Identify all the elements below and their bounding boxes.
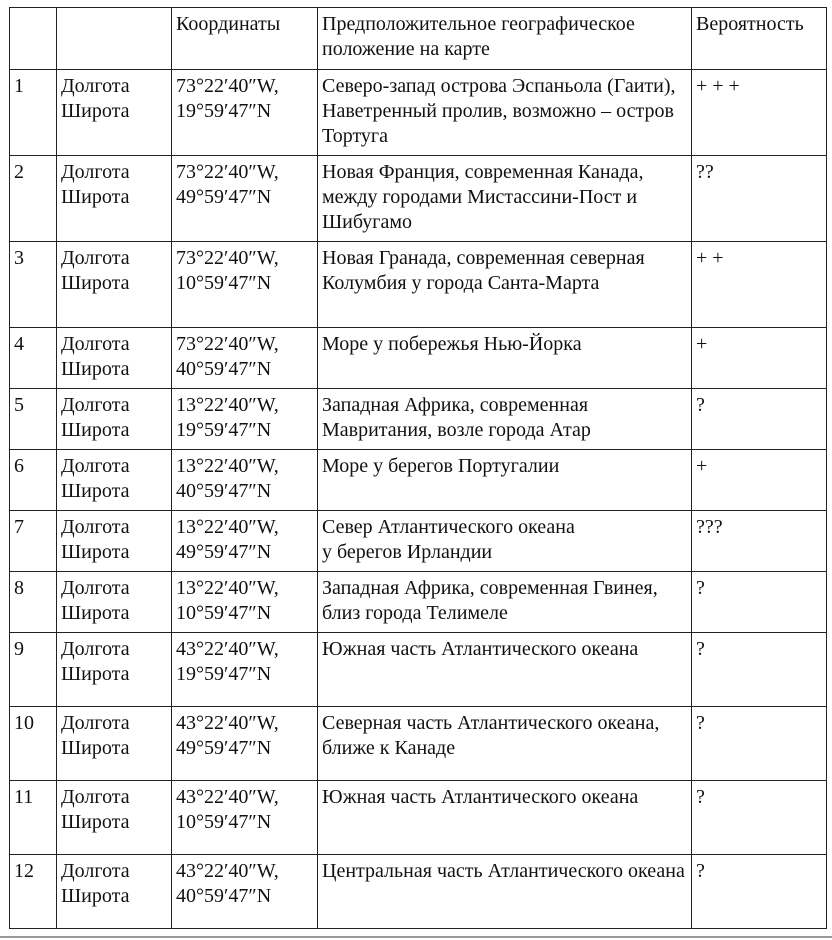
- table-row: [10, 156, 827, 242]
- row-number: 11: [10, 781, 57, 855]
- row-probability: + +: [692, 242, 827, 328]
- row-location: Море у побережья Нью-Йорка: [318, 328, 692, 389]
- header-probability-cell: Вероятность: [692, 8, 827, 70]
- header-location-cell: Предположительное географическое положение на карте: [318, 8, 692, 70]
- row-location: Южная часть Атлантического океана: [318, 781, 692, 855]
- row-location: Западная Африка, современная Гвинея, близ города Телимеле: [318, 572, 692, 633]
- row-probability: ??: [692, 156, 827, 242]
- row-coordinates: 73°22′40″W, 40°59′47″N: [172, 328, 318, 389]
- row-location: Северная часть Атлантического океана, ближе к Канаде: [318, 707, 692, 781]
- row-coordinates: 43°22′40″W, 49°59′47″N: [172, 707, 318, 781]
- row-number: 8: [10, 572, 57, 633]
- row-probability: ?: [692, 572, 827, 633]
- row-number: 5: [10, 389, 57, 450]
- row-probability: ?: [692, 389, 827, 450]
- row-location: Западная Африка, современная Мавритания, возле города Атар: [318, 389, 692, 450]
- row-coordinates: 73°22′40″W, 49°59′47″N: [172, 156, 318, 242]
- row-location: Центральная часть Атлантического океана: [318, 855, 692, 929]
- row-probability: + + +: [692, 70, 827, 156]
- row-coordinates: 43°22′40″W, 10°59′47″N: [172, 781, 318, 855]
- table-row: [10, 633, 827, 707]
- row-number: 7: [10, 511, 57, 572]
- table-row: [10, 328, 827, 389]
- header-type-cell: [57, 8, 172, 70]
- row-probability: +: [692, 450, 827, 511]
- row-location: Север Атлантического океана у берегов Ирландии: [318, 511, 692, 572]
- table-row: [10, 511, 827, 572]
- table-row: [10, 389, 827, 450]
- header-num-cell: [10, 8, 57, 70]
- table-row: [10, 70, 827, 156]
- table-row: [10, 242, 827, 328]
- row-labels: Долгота Широта: [57, 156, 172, 242]
- bottom-divider: [0, 936, 832, 938]
- row-labels: Долгота Широта: [57, 633, 172, 707]
- header-coords-cell: Координаты: [172, 8, 318, 70]
- row-number: 2: [10, 156, 57, 242]
- table-row: [10, 781, 827, 855]
- row-coordinates: 13°22′40″W, 19°59′47″N: [172, 389, 318, 450]
- row-probability: ???: [692, 511, 827, 572]
- row-labels: Долгота Широта: [57, 572, 172, 633]
- row-labels: Долгота Широта: [57, 242, 172, 328]
- row-number: 3: [10, 242, 57, 328]
- row-number: 4: [10, 328, 57, 389]
- row-coordinates: 43°22′40″W, 40°59′47″N: [172, 855, 318, 929]
- coordinates-table: [9, 7, 827, 929]
- row-labels: Долгота Широта: [57, 450, 172, 511]
- row-labels: Долгота Широта: [57, 70, 172, 156]
- row-labels: Долгота Широта: [57, 511, 172, 572]
- table-row: [10, 855, 827, 929]
- row-number: 10: [10, 707, 57, 781]
- row-coordinates: 13°22′40″W, 10°59′47″N: [172, 572, 318, 633]
- row-probability: +: [692, 328, 827, 389]
- row-location: Новая Франция, современная Канада, между городами Мистассини-Пост и Шибугамо: [318, 156, 692, 242]
- row-location: Южная часть Атлантического океана: [318, 633, 692, 707]
- table-row: [10, 707, 827, 781]
- row-coordinates: 73°22′40″W, 10°59′47″N: [172, 242, 318, 328]
- row-coordinates: 43°22′40″W, 19°59′47″N: [172, 633, 318, 707]
- row-labels: Долгота Широта: [57, 707, 172, 781]
- row-labels: Долгота Широта: [57, 389, 172, 450]
- row-probability: ?: [692, 781, 827, 855]
- row-probability: ?: [692, 707, 827, 781]
- row-labels: Долгота Широта: [57, 855, 172, 929]
- row-number: 12: [10, 855, 57, 929]
- table-row: [10, 572, 827, 633]
- row-location: Северо-запад острова Эспаньола (Гаити), Наветренный пролив, возможно – остров Тортуга: [318, 70, 692, 156]
- row-coordinates: 13°22′40″W, 40°59′47″N: [172, 450, 318, 511]
- row-number: 9: [10, 633, 57, 707]
- row-coordinates: 73°22′40″W, 19°59′47″N: [172, 70, 318, 156]
- row-number: 1: [10, 70, 57, 156]
- row-location: Новая Гранада, современная северная Колумбия у города Санта-Марта: [318, 242, 692, 328]
- row-probability: ?: [692, 855, 827, 929]
- table-row: [10, 450, 827, 511]
- row-labels: Долгота Широта: [57, 328, 172, 389]
- row-probability: ?: [692, 633, 827, 707]
- header-row: [10, 8, 827, 70]
- row-labels: Долгота Широта: [57, 781, 172, 855]
- row-number: 6: [10, 450, 57, 511]
- row-coordinates: 13°22′40″W, 49°59′47″N: [172, 511, 318, 572]
- row-location: Море у берегов Португалии: [318, 450, 692, 511]
